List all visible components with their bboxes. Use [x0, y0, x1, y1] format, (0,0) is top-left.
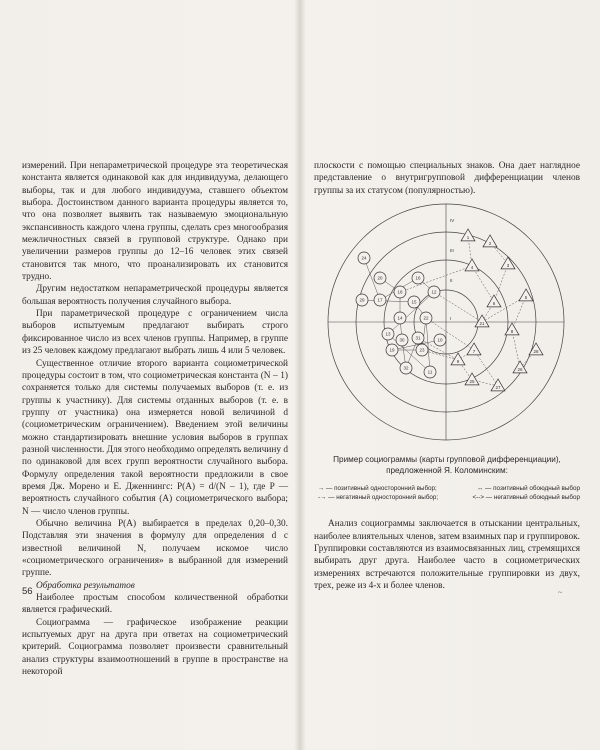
paragraph: Существенное отличие второго варианта социометрической процедуры состоит в том, что социометрическая константа (N – 1) сохраняется только для системы получаемых выборов (т. е. из группы к участнику). Для системы отданных выборов (т. е. в группу от участника) она измеряется новой величиной d (социометрическим ограничением). Введением этой величины можно стандартизировать внешние условия выборов в группах разной численности. Для этого необходимо определять величину d по одинаковой для всех групп вероятности случайного выбора. Формулу определения такой вероятности предложили в свое время Дж. Морено и Е. Дженнингс: P(A) = d/(N – 1), где P — вероятность случайного события (A) социометрического выбора; N — число членов группы. [22, 358, 288, 517]
member-circle-label: 15 [411, 299, 417, 305]
caption-line: предложенной Я. Коломинским: [386, 465, 508, 475]
member-circle-label: 12 [431, 289, 437, 295]
member-triangle-label: 8 [510, 329, 514, 334]
right-page-intro [314, 160, 580, 197]
paragraph: Обычно величина P(A) выбирается в пределах 0,20–0,30. Подставляя эти значения в формулу для определения d с известной величиной N, получаем искомое число «социометрического ограничения» в выбранной для измерений группе. [22, 518, 288, 579]
member-circle-label: 11 [427, 369, 433, 375]
figure-caption [314, 455, 580, 476]
member-triangle-label: 7 [472, 349, 476, 354]
ring-label: III [450, 248, 454, 253]
member-triangle-label: 2 [488, 241, 492, 246]
caption-line: Пример социограммы (карты групповой дифференциации), [333, 455, 561, 464]
ring-label: I [450, 316, 452, 321]
member-circle-label: 32 [403, 365, 409, 371]
member-circle-label: 14 [397, 315, 403, 321]
member-circle-label: 24 [361, 255, 367, 261]
choice-line [472, 266, 494, 302]
legend-item: → — позитивный односторонний выбор; [318, 485, 437, 492]
paragraph: Социограмма — графическое изображение реакции испытуемых друг на друга при ответах на социометрический критерий. Социограмма позволяет произвести сравнительный анализ структуры взаимоотношений в группе в пространстве на некоторой [22, 617, 288, 678]
member-circle-label: 23 [419, 347, 425, 353]
member-circle-label: 22 [423, 315, 429, 321]
sociogram-figure [322, 200, 570, 450]
page-number: 56 [22, 586, 33, 597]
member-circle-label: 13 [385, 331, 391, 337]
member-circle-label: 17 [377, 297, 383, 303]
figure-legend [318, 484, 580, 502]
paragraph: измерений. При непараметрической процедуре эта теоретическая константа является одинаковой как для индивидуума, делающего выборы, так и для любого индивидуума, ставшего объектом выбора. Достоинством данного варианта процедуры является то, что она позволяет выявить так называемую эмоциональную экспансивность каждого члена группы, сделать срез многообразия межличностных связей в групповой структуре. Однако при увеличении размеров группы до 12–16 человек этих связей становится так много, что проанализировать их становится трудно. [22, 161, 288, 283]
member-triangle-label: 4 [470, 265, 474, 270]
choice-line [426, 318, 474, 350]
corner-mark: ~ [558, 588, 563, 597]
member-triangle-label: 21 [479, 321, 485, 326]
ring-label: II [450, 278, 453, 283]
member-triangle-label: 27 [495, 385, 501, 390]
member-triangle-label: 25 [469, 379, 475, 384]
member-triangle-label: 1 [466, 235, 470, 240]
member-circle-label: 10 [437, 337, 443, 343]
paragraph: Анализ социограммы заключается в отыскании центральных, наиболее влиятельных членов, затем взаимных пар и группировок. Группировки составляются из взаимосвязанных лиц, стремящихся выбирать друг друга. Наиболее часто в социометрических измерениях встречаются положительные группировки из двух, трех, реже из 4-х и более членов. [314, 519, 580, 592]
legend-item: ↔ — позитивный обоюдный выбор [477, 485, 580, 492]
choice-line [474, 350, 498, 386]
member-triangle-label: 28 [533, 349, 539, 354]
left-page-text [22, 160, 288, 678]
right-page-body [314, 509, 580, 602]
member-triangle-label: 26 [517, 367, 523, 372]
paragraph: При параметрической процедуре с ограничением числа выборов испытуемым предлагают выбирать строго фиксированное число из всех членов группы. Например, в группе из 25 человек каждому предлагают выбрать лишь 4 или 5 человек. [22, 309, 288, 357]
member-circle-label: 19 [389, 347, 395, 353]
paragraph: Наиболее простым способом количественной обработки является графический. [22, 593, 288, 616]
choice-line [426, 318, 430, 372]
member-triangle-label: 3 [506, 263, 510, 268]
legend-item: <--> — негативный обоюдный выбор [472, 494, 580, 501]
ring-label: IV [450, 218, 455, 223]
member-triangle-label: 6 [492, 301, 496, 306]
member-circle-label: 20 [377, 275, 383, 281]
choice-line [434, 292, 482, 322]
choice-line [512, 330, 520, 368]
section-heading: Обработка результатов [36, 580, 135, 591]
member-circle-label: 31 [415, 335, 421, 341]
member-circle-label: 29 [359, 297, 365, 303]
member-circle-label: 30 [399, 337, 405, 343]
choice-line [494, 264, 508, 302]
sociogram-svg [322, 200, 570, 450]
legend-item: -→ — негативный односторонний выбор; [318, 494, 439, 501]
member-triangle-label: 5 [524, 295, 528, 300]
paragraph: плоскости с помощью специальных знаков. Она дает наглядное представление о внутригрупповой дифференциации членов группы за их статусом (популярностью). [314, 161, 580, 196]
member-triangle-label: 9 [456, 359, 460, 364]
member-circle-label: 16 [415, 275, 421, 281]
paragraph: Другим недостатком непараметрической процедуры является большая вероятность получения случайного выбора. [22, 284, 288, 307]
member-circle-label: 18 [397, 289, 403, 295]
